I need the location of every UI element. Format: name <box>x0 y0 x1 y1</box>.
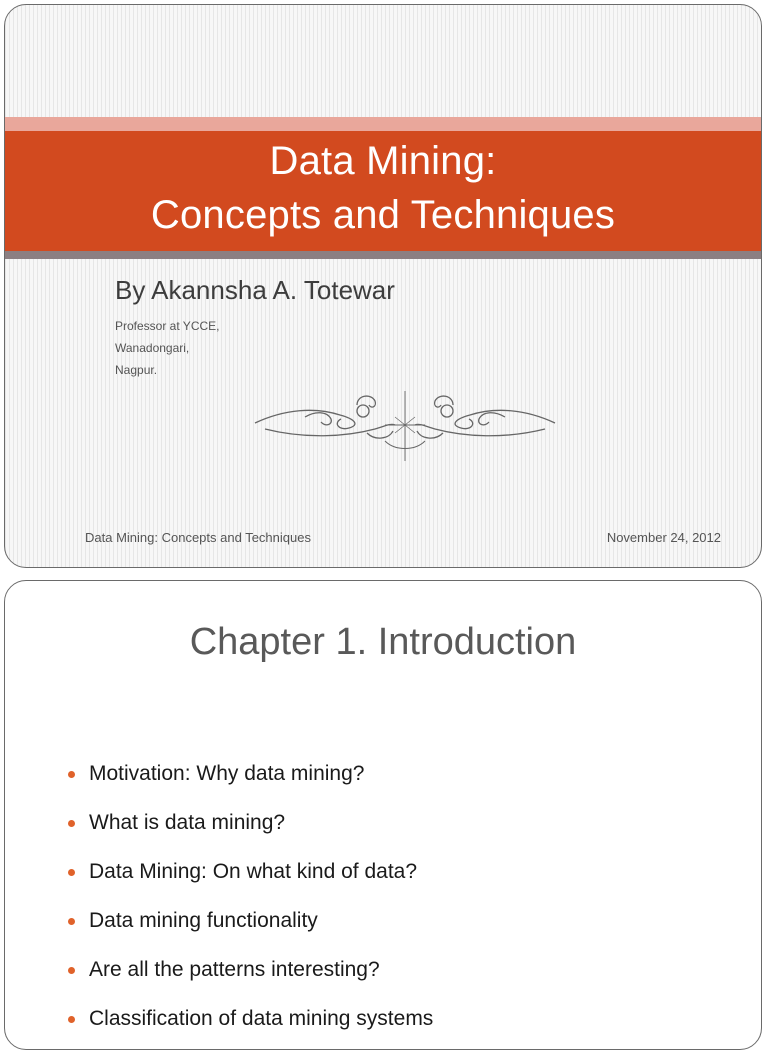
bullet-text: Motivation: Why data mining? <box>89 762 365 785</box>
bullet-dot-icon <box>68 967 75 974</box>
footer-date: November 24, 2012 <box>606 530 721 545</box>
bullet-text: Classification of data mining systems <box>89 1007 434 1030</box>
bullet-text: Are all the patterns interesting? <box>89 958 380 981</box>
bullet-item <box>65 759 433 808</box>
title-band-shadow <box>5 251 761 259</box>
affiliation-line: Nagpur. <box>115 363 158 377</box>
bullet-item <box>65 808 433 857</box>
title-band-highlight <box>5 117 761 131</box>
bullet-dot-icon <box>68 1016 75 1023</box>
intro-slide <box>4 580 762 1050</box>
bullet-dot-icon <box>68 918 75 925</box>
bullet-item <box>65 1004 433 1050</box>
title-slide <box>4 4 762 568</box>
flourish-ornament-icon <box>245 381 565 467</box>
slide-title-line-1: Data Mining: <box>269 139 497 183</box>
bullet-text: Data mining functionality <box>89 909 318 932</box>
affiliation-line: Professor at YCCE, <box>115 319 220 333</box>
bullet-dot-icon <box>68 869 75 876</box>
slide-title-line-2: Concepts and Techniques <box>150 193 616 237</box>
author-name: By Akannsha A. Totewar <box>115 275 395 305</box>
affiliation-line: Wanadongari, <box>115 341 190 355</box>
bullet-text: Data Mining: On what kind of data? <box>89 860 418 883</box>
chapter-title: Chapter 1. Introduction <box>189 621 577 663</box>
bullet-item <box>65 955 433 1004</box>
bullet-item <box>65 857 433 906</box>
bullet-dot-icon <box>68 771 75 778</box>
footer-title: Data Mining: Concepts and Techniques <box>85 530 311 545</box>
bullet-text: What is data mining? <box>89 811 286 834</box>
bullet-dot-icon <box>68 820 75 827</box>
bullet-list <box>65 759 433 1050</box>
bullet-item <box>65 906 433 955</box>
